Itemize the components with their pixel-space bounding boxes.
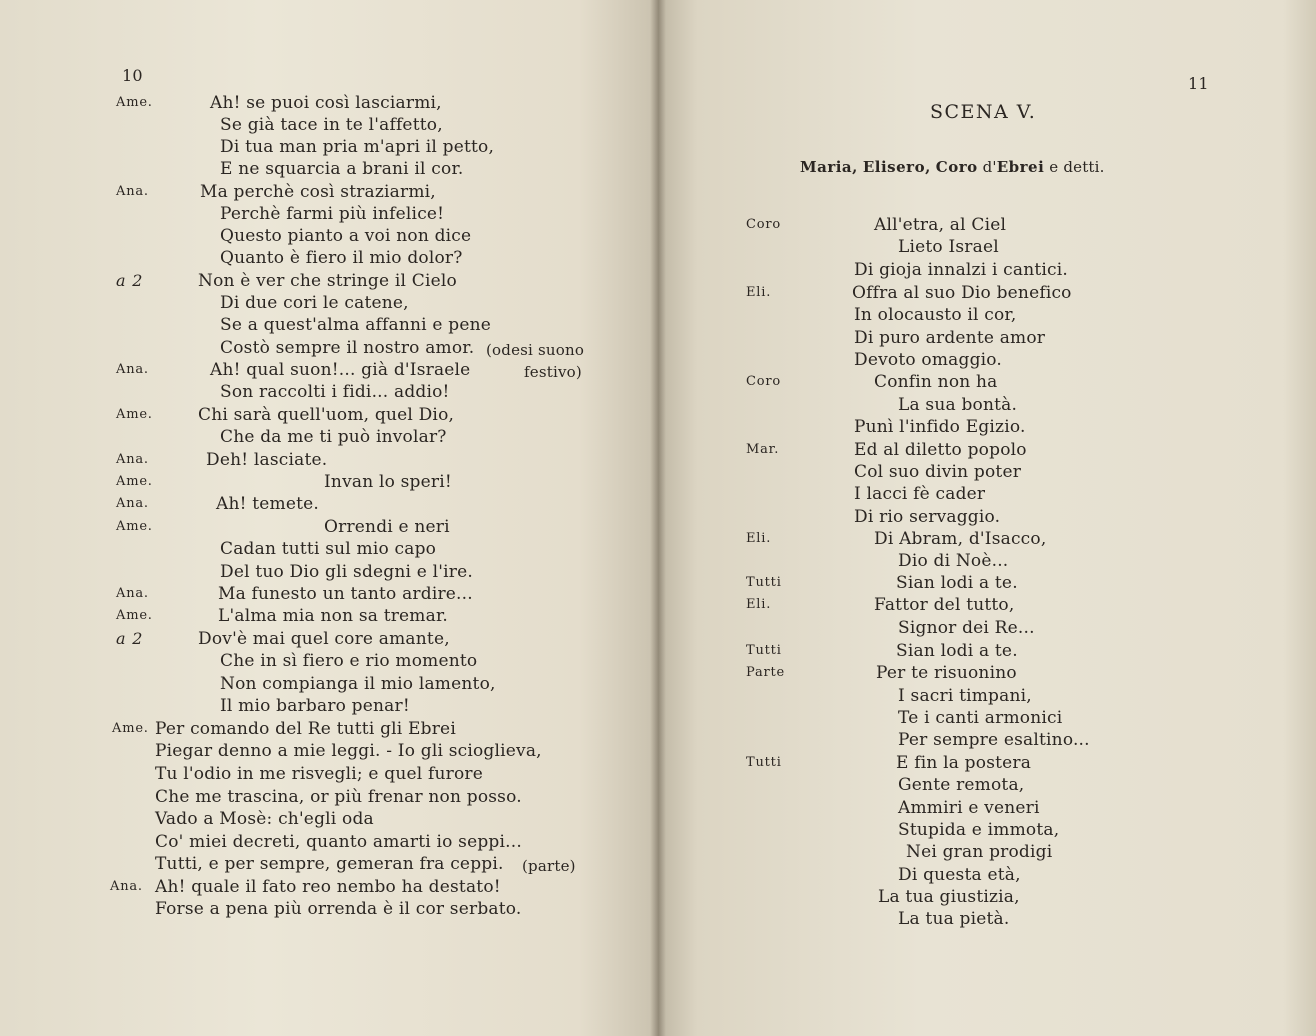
verse-line: Ah! se puoi così lasciarmi, <box>210 93 442 113</box>
stage-direction: (parte) <box>522 857 576 875</box>
speaker-label: Ana. <box>116 586 149 601</box>
verse-line: Ma perchè così straziarmi, <box>200 182 436 202</box>
speaker-label: Tutti <box>746 643 782 658</box>
verse-line: All'etra, al Ciel <box>874 215 1007 235</box>
verse-line: Piegar denno a mie leggi. - Io gli scioglieva, <box>155 741 542 761</box>
verse-line: Confin non ha <box>874 372 998 392</box>
characters-preposition: d' <box>982 158 997 176</box>
verse-line: Di questa età, <box>898 865 1021 885</box>
verse-line: Che me trascina, or più frenar non posso. <box>155 787 522 807</box>
speaker-label: Ame. <box>116 95 153 110</box>
verse-line: Non è ver che stringe il Cielo <box>198 271 457 291</box>
speaker-label: Ana. <box>116 452 149 467</box>
speaker-label: Ana. <box>116 184 149 199</box>
speaker-label: Ana. <box>116 496 149 511</box>
speaker-label: Ame. <box>116 519 153 534</box>
speaker-label: Ame. <box>112 721 149 736</box>
verse-line: Punì l'infido Egizio. <box>854 417 1026 437</box>
scene-title: SCENA V. <box>930 101 1037 123</box>
page-number: 10 <box>122 66 143 85</box>
verse-line: Costò sempre il nostro amor. <box>220 338 475 358</box>
verse-line: Per te risuonino <box>876 663 1017 683</box>
speaker-label: Mar. <box>746 442 780 457</box>
verse-line: Invan lo speri! <box>324 472 452 492</box>
verse-line: Nei gran prodigi <box>906 842 1053 862</box>
verse-line: Dov'è mai quel core amante, <box>198 629 450 649</box>
verse-line: Orrendi e neri <box>324 517 450 537</box>
verse-line: Stupida e immota, <box>898 820 1060 840</box>
speaker-label: Parte <box>746 665 786 680</box>
speaker-label: a 2 <box>116 629 144 648</box>
verse-line: Vado a Mosè: ch'egli oda <box>155 809 374 829</box>
characters-rest: e detti. <box>1049 158 1105 176</box>
verse-line: Ed al diletto popolo <box>854 440 1027 460</box>
verse-line: Ah! quale il fato reo nembo ha destato! <box>155 877 501 897</box>
verse-line: Di tua man pria m'apri il petto, <box>220 137 495 157</box>
verse-line: Che in sì fiero e rio momento <box>220 651 478 671</box>
verse-line: Forse a pena più orrenda è il cor serbato. <box>155 899 522 919</box>
stage-direction: (odesi suono <box>486 341 585 359</box>
scene-characters <box>800 158 1105 176</box>
verse-line: Per sempre esaltino... <box>898 730 1090 750</box>
stage-direction: festivo) <box>524 363 582 381</box>
verse-line: Il mio barbaro penar! <box>220 696 410 716</box>
verse-line: Sian lodi a te. <box>896 641 1018 661</box>
verse-line: Di Abram, d'Isacco, <box>874 529 1047 549</box>
verse-line: Cadan tutti sul mio capo <box>220 539 437 559</box>
verse-line: Dio di Noè... <box>898 551 1009 571</box>
verse-line: Perchè farmi più infelice! <box>220 204 445 224</box>
verse-line: Signor dei Re... <box>898 618 1035 638</box>
verse-line: Devoto omaggio. <box>854 350 1003 370</box>
verse-line: Te i canti armonici <box>898 708 1063 728</box>
page-number: 11 <box>1188 74 1209 93</box>
verse-line: Ammiri e veneri <box>898 798 1040 818</box>
verse-line: Tu l'odio in me risvegli; e quel furore <box>155 764 483 784</box>
character-name: Elisero, <box>862 158 931 176</box>
verse-line: Del tuo Dio gli sdegni e l'ire. <box>220 562 473 582</box>
speaker-label: Coro <box>746 374 782 389</box>
verse-line: E ne squarcia a brani il cor. <box>220 159 464 179</box>
verse-line: La tua pietà. <box>898 909 1010 929</box>
character-name: Maria, <box>800 158 858 176</box>
verse-line: Offra al suo Dio benefico <box>852 283 1072 303</box>
verse-line: Ah! qual suon!... già d'Israele <box>210 360 471 380</box>
verse-line: Ma funesto un tanto ardire... <box>218 584 473 604</box>
speaker-label: Tutti <box>746 575 782 590</box>
verse-line: In olocausto il cor, <box>854 305 1017 325</box>
verse-line: Quanto è fiero il mio dolor? <box>220 248 463 268</box>
verse-line: Fattor del tutto, <box>874 595 1015 615</box>
speaker-label: Tutti <box>746 755 782 770</box>
speaker-label: a 2 <box>116 271 144 290</box>
verse-line: Di due cori le catene, <box>220 293 409 313</box>
verse-line: Se già tace in te l'affetto, <box>220 115 443 135</box>
verse-line: I lacci fè cader <box>854 484 986 504</box>
verse-line: Tutti, e per sempre, gemeran fra ceppi. <box>155 854 504 874</box>
verse-line: Per comando del Re tutti gli Ebrei <box>155 719 456 739</box>
verse-line: I sacri timpani, <box>898 686 1032 706</box>
verse-line: Gente remota, <box>898 775 1025 795</box>
speaker-label: Eli. <box>746 531 772 546</box>
character-name: Ebrei <box>996 158 1045 176</box>
speaker-label: Ana. <box>110 879 143 894</box>
verse-line: Lieto Israel <box>898 237 999 257</box>
verse-line: La tua giustizia, <box>878 887 1020 907</box>
character-name: Coro <box>935 158 978 176</box>
verse-line: Chi sarà quell'uom, quel Dio, <box>198 405 455 425</box>
verse-line: Se a quest'alma affanni e pene <box>220 315 492 335</box>
verse-line: L'alma mia non sa tremar. <box>218 606 449 626</box>
speaker-label: Ame. <box>116 407 153 422</box>
verse-line: Ah! temete. <box>216 494 320 514</box>
book-gutter <box>650 0 666 1036</box>
speaker-label: Ame. <box>116 474 153 489</box>
verse-line: Son raccolti i fidi... addio! <box>220 382 450 402</box>
verse-line: Col suo divin poter <box>854 462 1022 482</box>
verse-line: Sian lodi a te. <box>896 573 1018 593</box>
verse-line: Non compianga il mio lamento, <box>220 674 496 694</box>
verse-line: Co' miei decreti, quanto amarti io seppi... <box>155 832 522 852</box>
speaker-label: Ame. <box>116 608 153 623</box>
verse-line: Di gioja innalzi i cantici. <box>854 260 1069 280</box>
verse-line: La sua bontà. <box>898 395 1018 415</box>
verse-line: E fin la postera <box>896 753 1032 773</box>
verse-line: Che da me ti può involar? <box>220 427 447 447</box>
speaker-label: Eli. <box>746 285 772 300</box>
speaker-label: Eli. <box>746 597 772 612</box>
verse-line: Di rio servaggio. <box>854 507 1001 527</box>
right-page <box>658 0 1316 1036</box>
speaker-label: Ana. <box>116 362 149 377</box>
verse-line: Questo pianto a voi non dice <box>220 226 472 246</box>
verse-line: Deh! lasciate. <box>206 450 328 470</box>
speaker-label: Coro <box>746 217 782 232</box>
verse-line: Di puro ardente amor <box>854 328 1046 348</box>
